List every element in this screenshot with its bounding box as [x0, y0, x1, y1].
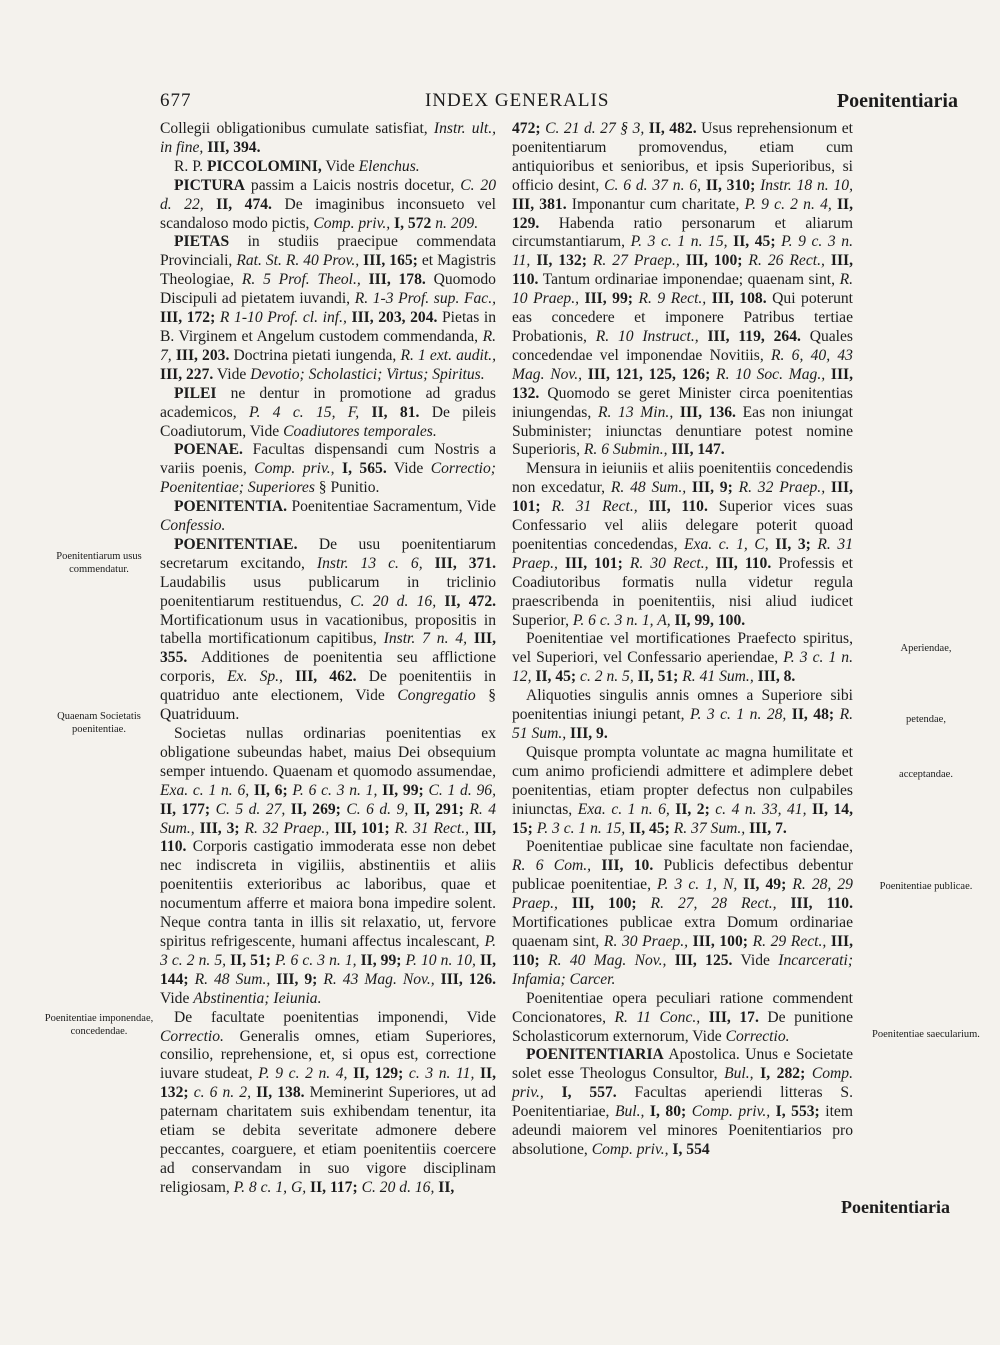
entry-text: R. 27, 28 Rect.,: [650, 895, 777, 913]
entry-text: III, 110.: [776, 895, 853, 913]
entry-text: III, 8.: [753, 668, 796, 686]
margin-note: Poenitentiae imponendae, concedendae.: [44, 1013, 154, 1037]
index-entry: [160, 177, 496, 234]
entry-text: III, 108.: [706, 290, 767, 308]
index-entry: [160, 498, 496, 536]
entry-text: II, 474.: [203, 195, 272, 213]
entry-text: Mensura in ieiuniis et aliis poenitentiis concedendis non excedatur,: [512, 460, 853, 497]
entry-text: P. 3 c. 1 n. 12,: [512, 649, 854, 686]
entry-text: III, 100;: [679, 252, 749, 270]
entry-text: R. 31 Rect.,: [551, 498, 638, 516]
index-entry: [160, 536, 496, 725]
entry-text: Abstinentia; Ieiunia.: [193, 989, 322, 1007]
entry-text: n. 209.: [435, 214, 479, 232]
entry-text: II, 177;: [160, 800, 216, 818]
entry-text: Elenchus.: [358, 157, 420, 175]
index-entry: [160, 725, 496, 1009]
entry-text: II, 482.: [644, 120, 697, 137]
entry-text: C. 6 d. 9,: [346, 800, 409, 818]
entry-text: POENAE.: [174, 441, 243, 459]
entry-text: R. 6, 40, 43 Mag. Nov.,: [512, 346, 853, 383]
entry-text: II, 81.: [359, 403, 420, 421]
footer-catchword: Poenitentiaria: [841, 1197, 950, 1217]
entry-text: C. 5 d. 27,: [215, 800, 286, 818]
entry-text: III, 394.: [203, 138, 261, 156]
entry-text: De facultate poenitentias imponendi, Vide: [174, 1008, 496, 1026]
entry-text: Instr. 18 n. 10,: [760, 176, 853, 194]
entry-text: Additiones de poenitentia seu afflictione corporis,: [160, 649, 496, 686]
entry-text: POENITENTIA.: [174, 498, 288, 516]
margin-note: petendae,: [906, 714, 946, 725]
entry-text: R. 43 Mag. Nov.,: [323, 970, 435, 988]
entry-text: I, 565.: [334, 460, 387, 478]
entry-text: Comp. priv.,: [591, 1140, 669, 1158]
entry-text: I, 553;: [770, 1103, 820, 1121]
entry-text: II, 6;: [249, 781, 293, 799]
entry-text: Ex. Sp.,: [227, 668, 283, 686]
entry-text: II, 310;: [701, 176, 761, 194]
entry-text: III, 147.: [667, 441, 725, 459]
entry-text: III, 9;: [270, 970, 324, 988]
entry-text: Vide: [213, 365, 251, 383]
entry-text: P. 8 c. 1, G,: [233, 1178, 307, 1196]
entry-text: Poenitentiae Sacramentum, Vide: [287, 498, 496, 516]
entry-text: Devotio; Scholastici; Virtus; Spiritus.: [250, 365, 485, 383]
entry-text: R. 29 Rect.,: [752, 932, 827, 950]
entry-text: III, 110.: [512, 252, 853, 289]
index-entry: [160, 1009, 496, 1198]
entry-text: Correctio.: [725, 1027, 790, 1045]
entry-text: Coadiutores temporales.: [283, 422, 437, 440]
entry-text: R. 40 Mag. Nov.,: [548, 951, 667, 969]
entry-text: Poenitentiae vel mortificationes Praefecto spiritus, vel Superiori, vel Confessario aperiendae,: [512, 630, 853, 667]
entry-text: P. 6 c. 3 n. 1,: [292, 781, 378, 799]
entry-text: III, 7.: [745, 819, 787, 837]
entry-text: Correctio.: [160, 1027, 224, 1045]
entry-text: R. 4 Sum.,: [160, 800, 497, 837]
entry-text: Instr. 13 c. 6,: [316, 554, 423, 572]
entry-text: II, 99;: [356, 951, 406, 969]
entry-text: II, 45;: [727, 233, 782, 251]
entry-text: Poenitentiae publicae sine facultate non faciendae,: [526, 838, 853, 856]
entry-text: II, 472.: [436, 592, 497, 610]
entry-text: R. 11 Conc.,: [614, 1008, 701, 1026]
entry-text: III, 101;: [512, 479, 854, 516]
entry-text: II, 132;: [530, 252, 593, 270]
entry-text: III, 165;: [359, 252, 418, 270]
entry-text: De imaginibus inconsueto vel scandaloso modo pictis,: [160, 195, 496, 232]
entry-text: C. 20 d. 22,: [160, 176, 496, 213]
entry-text: III, 178.: [360, 271, 426, 289]
entry-text: III, 110.: [708, 554, 772, 572]
entry-text: III, 136.: [673, 403, 736, 421]
entry-text: Incarcerati; Infamia; Carcer.: [512, 951, 854, 988]
entry-text: P. 9 c. 2 n. 4,: [744, 195, 832, 213]
entry-text: De punitione Scholasticorum externorum, Vide: [512, 1008, 853, 1045]
running-title: INDEX GENERALIS: [425, 90, 610, 111]
index-entry: [512, 630, 853, 687]
entry-text: Exa. c. 1, C,: [684, 535, 769, 553]
index-entry: [512, 120, 853, 460]
entry-text: II, 14, 15;: [512, 800, 853, 837]
entry-text: Facultas dispensandi cum Nostris a variis poenis,: [160, 441, 496, 478]
entry-text: § Punitio.: [314, 479, 380, 497]
entry-text: PICCOLOMINI,: [206, 157, 322, 175]
entry-text: R. 30 Rect.,: [629, 554, 709, 572]
entry-text: Vide: [160, 989, 194, 1007]
entry-text: POENITENTIARIA: [526, 1046, 664, 1064]
entry-text: P. 6 c. 3 n. 1,: [275, 951, 357, 969]
entry-text: III, 110.: [160, 819, 497, 856]
entry-text: P. 3 c. 1 n. 15,: [630, 233, 728, 251]
entry-text: Collegii obligationibus cumulate satisfiat,: [160, 120, 434, 137]
entry-text: C. 1 d. 96,: [428, 781, 496, 799]
margin-note: Poenitentiae saecularium.: [872, 1029, 980, 1040]
entry-text: III, 100;: [557, 895, 651, 913]
entry-text: Poenitentiae opera peculiari ratione commendent Concionatores,: [512, 989, 853, 1026]
entry-text: II, 45;: [625, 819, 674, 837]
entry-text: III, 3;: [194, 819, 245, 837]
entry-text: Habenda ratio personarum et aliarum circumstantiarum,: [512, 214, 853, 251]
entry-text: III, 100;: [688, 932, 753, 950]
entry-text: De pileis Coadiutorum, Vide: [160, 403, 497, 440]
entry-text: R. 28, 29 Praep.,: [512, 876, 853, 913]
entry-text: R. 10 Soc. Mag.,: [716, 365, 826, 383]
entry-text: Confessio.: [160, 517, 226, 535]
entry-text: in studiis praecipue commendata Provinciali,: [160, 233, 496, 270]
entry-text: R. 10 Praep.,: [512, 271, 853, 308]
entry-text: P. 3 c. 1 n. 15,: [536, 819, 626, 837]
entry-text: De usu poenitentiarum secretarum excitando,: [160, 535, 496, 572]
entry-text: III, 371.: [422, 554, 496, 572]
entry-text: III, 132.: [512, 365, 853, 402]
entry-text: P. 9 c. 2 n. 4,: [258, 1065, 348, 1083]
entry-text: R. 6 Submin.,: [583, 441, 668, 459]
entry-text: III, 126.: [434, 970, 497, 988]
entry-text: Quisque prompta voluntate ac magna humilitate et cum animo proficiendi admittere et adimplere debet poenitentias, etiam propter defectus non culpabiles iniunctas,: [512, 743, 853, 818]
index-entry: [160, 385, 496, 442]
entry-text: R. 37 Sum.,: [673, 819, 746, 837]
index-entry: [512, 1046, 853, 1159]
entry-text: De poenitentiis in quatriduo ante electionem, Vide: [160, 668, 496, 705]
entry-text: Meminerint Superiores, ut ad paternam charitatem suis exhibendam tenentur, ita etiam se debita severitate admonere debere peccantes, coarguere, et etiam poenitentiis coercere ad conservandam in suo vigore disciplinam religiosam,: [160, 1084, 496, 1196]
entry-text: III, 10.: [591, 857, 654, 875]
entry-text: Laudabilis usus publicarum in triclinio poenitentiarum restituendus,: [160, 573, 496, 610]
entry-text: III, 121, 125, 126;: [582, 365, 717, 383]
entry-text: III, 125.: [666, 951, 733, 969]
index-entry: [512, 687, 853, 744]
entry-text: Bul.,: [724, 1065, 754, 1083]
entry-text: P. 3 c. 2 n. 5,: [160, 932, 496, 969]
entry-text: Quomodo se geret Minister circa poenitentias iniungendas,: [512, 384, 853, 421]
entry-text: III, 99;: [579, 290, 639, 308]
entry-text: P. 9 c. 3 n. 11,: [512, 233, 853, 270]
index-entry: [512, 744, 853, 839]
entry-text: c. 6 n. 2,: [193, 1084, 251, 1102]
entry-text: III, 101;: [557, 554, 630, 572]
entry-text: Vide: [386, 460, 431, 478]
entry-text: et Magistris Theologiae,: [160, 252, 496, 289]
index-entry: [160, 233, 496, 384]
entry-text: Congregatio: [397, 687, 476, 705]
index-entry: [160, 120, 496, 158]
entry-text: R. 10 Instruct.,: [595, 327, 699, 345]
entry-text: II, 99, 100.: [670, 611, 746, 629]
entry-text: Societas nullas ordinarias poenitentias ex obligatione subeundas habet, maius Dei obsequium semper intuendo. Quaenam et quomodo assumendae,: [160, 725, 496, 780]
entry-text: Exa. c. 1 n. 6,: [577, 800, 670, 818]
index-entry: [160, 158, 496, 177]
entry-text: POENITENTIAE.: [174, 535, 298, 553]
entry-text: Instr. 7 n. 4,: [383, 630, 468, 648]
entry-text: III, 110;: [512, 932, 853, 969]
entry-text: II, 129;: [347, 1065, 409, 1083]
entry-text: II, 51;: [633, 668, 683, 686]
left-text-column: [160, 120, 496, 1198]
entry-text: PIETAS: [174, 233, 230, 251]
entry-text: R 1-10 Prof. cl. inf.,: [219, 309, 347, 327]
margin-note: Aperiendae,: [900, 643, 952, 654]
entry-text: II, 45;: [531, 668, 581, 686]
entry-text: II, 48;: [786, 706, 840, 724]
entry-text: Doctrina pietati iungenda,: [229, 346, 401, 364]
entry-text: R. 9 Rect.,: [638, 290, 707, 308]
entry-text: III, 355.: [160, 630, 496, 667]
entry-text: R. 5 Prof. Theol.,: [241, 271, 361, 289]
entry-text: II, 49;: [737, 876, 793, 894]
margin-note: Poenitentiae publicae.: [879, 881, 973, 892]
entry-text: III, 17.: [700, 1008, 759, 1026]
entry-text: PILEI: [174, 384, 217, 402]
entry-text: II, 2;: [669, 800, 716, 818]
entry-text: R. 30 Praep.,: [603, 932, 689, 950]
entry-text: II, 144;: [160, 951, 496, 988]
entry-text: C. 6 d. 37 n. 6,: [604, 176, 701, 194]
running-headword: Poenitentiaria: [836, 90, 958, 112]
entry-text: Comp. priv.,: [512, 1065, 853, 1102]
entry-text: Comp. priv.,: [254, 460, 335, 478]
entry-text: R. 6 Com.,: [512, 857, 592, 875]
entry-text: III, 119, 264.: [698, 327, 801, 345]
entry-text: Vide: [321, 157, 359, 175]
entry-text: III, 462.: [282, 668, 357, 686]
entry-text: Exa. c. 1 n. 6,: [160, 781, 250, 799]
entry-text: II, 129.: [512, 195, 853, 232]
entry-text: Usus reprehensionum et poenitentiarum promovendus, etiam cum antiquioribus et senioribus, et ipsis Superioribus, si officio desint,: [512, 120, 854, 194]
entry-text: III, 9;: [686, 479, 739, 497]
entry-text: C. 20 d. 16,: [361, 1178, 435, 1196]
entry-text: R. 1-3 Prof. sup. Fac.,: [354, 290, 496, 308]
entry-text: R. 48 Sum.,: [194, 970, 271, 988]
entry-text: I, 572: [390, 214, 436, 232]
entry-text: III, 227.: [160, 365, 214, 383]
entry-text: R. 26 Rect.,: [748, 252, 825, 270]
entry-text: I, 80;: [644, 1103, 692, 1121]
entry-text: Superior vices suas Confessario vel aliis delegare poterit quoad poenitentias concedendas,: [512, 498, 854, 553]
entry-text: R. P.: [174, 157, 207, 175]
entry-text: III, 9.: [566, 725, 608, 742]
entry-text: III, 101;: [329, 819, 395, 837]
entry-text: item adeundi maiorem vel minores Poenitentiarios pro absolutione,: [512, 1103, 853, 1158]
entry-text: I, 557.: [543, 1084, 617, 1102]
entry-text: II, 138.: [251, 1084, 305, 1102]
entry-text: R. 31 Praep.,: [512, 535, 853, 572]
margin-note: acceptandae.: [899, 769, 953, 780]
entry-text: R. 32 Praep.,: [244, 819, 330, 837]
entry-text: III, 381.: [512, 195, 567, 213]
entry-text: II, 3;: [768, 535, 818, 553]
entry-text: Corporis castigatio immoderata esse non debet nec indiscreta in vigiliis, abstinentiis et aliis poenitentiis exterioribus ac laboribus, quae et nocumentum afferre et maiora bona impedire solent. Neque contra tanta in illis sit relaxatio, ut, fervore spiritus refrigescente, humani affectus incalescant,: [160, 838, 496, 950]
entry-text: Instr. ult., in fine,: [160, 120, 496, 156]
entry-text: R. 32 Praep.,: [738, 479, 826, 497]
entry-text: R. 1 ext. audit.,: [400, 346, 496, 364]
entry-text: c. 2 n. 5,: [580, 668, 634, 686]
entry-text: II, 269;: [285, 800, 347, 818]
entry-text: III, 172;: [160, 309, 220, 327]
entry-text: R. 27 Praep.,: [592, 252, 680, 270]
entry-text: III, 203.: [171, 346, 230, 364]
entry-text: Rat. St. R. 40 Prov.,: [236, 252, 360, 270]
entry-text: passim a Laicis nostris docetur,: [245, 176, 461, 194]
entry-text: III, 110.: [637, 498, 708, 516]
entry-text: R. 31 Rect.,: [394, 819, 469, 837]
entry-text: PICTURA: [174, 176, 246, 194]
entry-text: Facultas aperiendi litteras S. Poenitentiariae,: [512, 1084, 853, 1121]
entry-text: R. 41 Sum.,: [682, 668, 754, 686]
index-entry: [512, 460, 853, 630]
margin-note: Poenitentiarum usus commendatur.: [56, 551, 142, 575]
entry-text: Tantum ordinariae imponendae; quaenam sint,: [538, 271, 840, 289]
entry-text: II, 132;: [160, 1065, 496, 1102]
entry-text: ne dentur in promotione ad gradus academicos,: [160, 384, 496, 421]
entry-text: Apostolica. Unus e Societate solet esse Theologus Consultor,: [512, 1046, 853, 1083]
margin-note: Quaenam Societatis poenitentiae.: [57, 711, 141, 735]
entry-text: Mortificationes publicae extra Domum ordinariae quaenam sint,: [512, 914, 853, 950]
entry-text: c. 3 n. 11,: [408, 1065, 475, 1083]
entry-text: P. 10 n. 10,: [405, 951, 476, 969]
entry-text: II, 117;: [306, 1178, 362, 1196]
entry-text: I, 282;: [753, 1065, 812, 1083]
entry-text: Imponantur cum charitate,: [566, 195, 745, 213]
entry-text: Professis et Coadiutoribus formatis nulla videtur regula praescribenda in poenitentiis, nisi aliud iudicet Superior,: [512, 554, 853, 629]
right-text-column: [512, 120, 853, 1160]
entry-text: II,: [434, 1178, 455, 1196]
index-entry: [160, 441, 496, 498]
entry-text: Comp. priv.,: [313, 214, 391, 232]
index-entry: [512, 990, 853, 1047]
entry-text: Bul.,: [614, 1103, 645, 1121]
entry-text: II, 99;: [377, 781, 429, 799]
entry-text: III, 203, 204.: [346, 309, 438, 327]
entry-text: R. 51 Sum.,: [512, 706, 853, 742]
entry-text: Comp. priv.,: [691, 1103, 771, 1121]
entry-text: § Quatriduum.: [160, 687, 496, 724]
entry-text: Qui poterunt eas concedere et imponere Patribus tertiae Probationis,: [512, 290, 854, 345]
entry-text: Eas non iniungat Subminister; iniunctas denuntiare potest nomine Superioris,: [512, 403, 853, 459]
entry-text: R. 13 Min.,: [597, 403, 674, 421]
index-entry: [512, 838, 853, 989]
entry-text: II, 51;: [226, 951, 276, 969]
entry-text: R. 48 Sum.,: [610, 479, 687, 497]
entry-text: P. 4 c. 15, F,: [248, 403, 360, 421]
entry-text: R. 7,: [160, 327, 496, 364]
entry-text: Publicis defectibus debentur publicae poenitentiae,: [512, 857, 853, 894]
entry-text: Aliquoties singulis annis omnes a Superiore sibi poenitentias iniungi petant,: [512, 687, 853, 724]
entry-text: Pietas in B. Virginem et Angelum custodem commendanda,: [160, 309, 496, 345]
entry-text: P. 6 c. 3 n. 1, A,: [572, 611, 671, 629]
entry-text: I, 554: [668, 1140, 710, 1158]
entry-text: Mortificationum usus in vacationibus, propositis in tabella mortificationum capitibus,: [160, 611, 496, 648]
entry-text: Vide: [732, 951, 779, 969]
entry-text: II, 291;: [408, 800, 470, 818]
entry-text: c. 4 n. 33, 41,: [715, 800, 807, 818]
entry-text: C. 21 d. 27 § 3,: [545, 120, 645, 137]
entry-text: P. 3 c. 1, N,: [657, 876, 738, 894]
entry-text: Quales concedendae vel imponendae Novitiis,: [512, 327, 853, 364]
entry-text: P. 3 c. 1 n. 28,: [689, 706, 787, 724]
entry-text: Generalis omnes, etiam Superiores, consilio, reprehensione, et, si opus est, correctione iuvare studeat,: [160, 1027, 496, 1083]
entry-text: C. 20 d. 16,: [350, 592, 437, 610]
page-number: 677: [160, 90, 192, 111]
entry-text: Quomodo Discipuli ad pietatem iuvandi,: [160, 271, 496, 308]
entry-text: Correctio; Poenitentiae; Superiores: [160, 460, 496, 497]
entry-text: 472;: [512, 120, 546, 137]
